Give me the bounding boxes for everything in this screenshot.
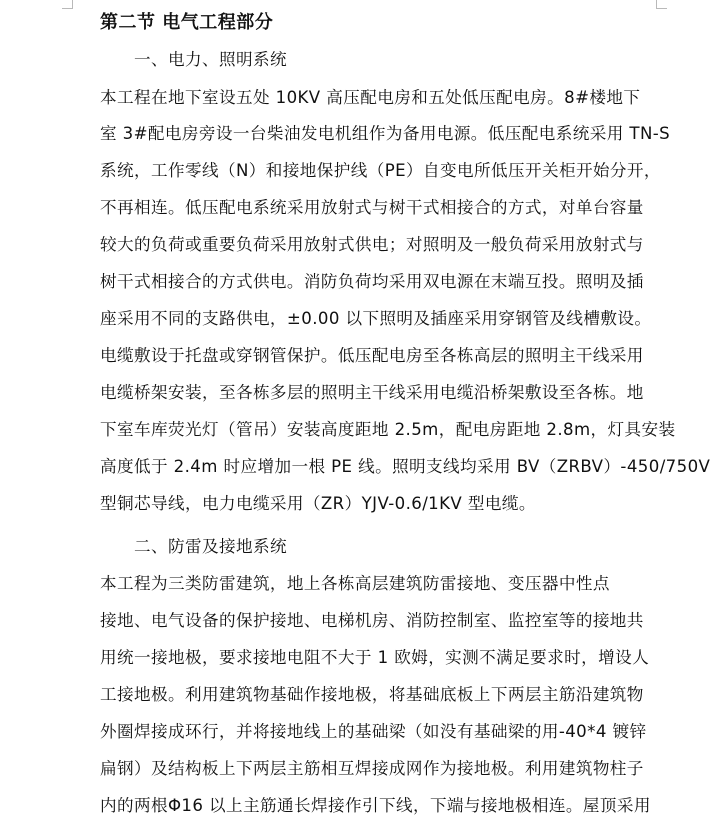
paragraph-line: 外圈焊接成环行，并将接地线上的基础梁（如没有基础梁的用-40*4 镀锌 — [100, 722, 647, 741]
paragraph-line: 用统一接地极，要求接地电阻不大于 1 欧姆，实测不满足要求时，增设人 — [100, 648, 650, 667]
section-title: 第二节 电气工程部分 — [100, 12, 274, 33]
paragraph-line: 系统，工作零线（N）和接地保护线（PE）自变电所低压开关柜开始分开， — [100, 161, 661, 180]
paragraph-line: 电缆桥架安装，至各栋多层的照明主干线采用电缆沿桥架敷设至各栋。地 — [100, 383, 644, 402]
paragraph-line: 不再相连。低压配电系统采用放射式与树干式相接合的方式，对单台容量 — [100, 198, 644, 217]
subsection-heading-power-lighting: 一、电力、照明系统 — [134, 50, 287, 69]
paragraph-line: 高度低于 2.4m 时应增加一根 PE 线。照明支线均采用 BV（ZRBV）-450/750V — [100, 457, 711, 476]
paragraph-line: 工接地极。利用建筑物基础作接地极，将基础底板上下两层主筋沿建筑物 — [100, 685, 644, 704]
page-corner-mark — [62, 0, 73, 9]
paragraph-line: 本工程在地下室设五处 10KV 高压配电房和五处低压配电房。8#楼地下 — [100, 88, 641, 107]
paragraph-line: 下室车库荧光灯（管吊）安装高度距地 2.5m，配电房距地 2.8m，灯具安装 — [100, 420, 676, 439]
page-corner-mark — [656, 0, 667, 9]
paragraph-line: 内的两根Φ16 以上主筋通长焊接作引下线，下端与接地极相连。屋顶采用 — [100, 796, 651, 815]
paragraph-line: 电缆敷设于托盘或穿钢管保护。低压配电房至各栋高层的照明主干线采用 — [100, 346, 644, 365]
subsection-heading-lightning-grounding: 二、防雷及接地系统 — [134, 537, 287, 556]
paragraph-line: 座采用不同的支路供电，±0.00 以下照明及插座采用穿钢管及线槽敷设。 — [100, 309, 652, 328]
paragraph-line: 型铜芯导线，电力电缆采用（ZR）YJV-0.6/1KV 型电缆。 — [100, 494, 536, 513]
paragraph-line: 本工程为三类防雷建筑，地上各栋高层建筑防雷接地、变压器中性点 — [100, 574, 610, 593]
paragraph-line: 扁钢）及结构板上下两层主筋相互焊接成网作为接地极。利用建筑物柱子 — [100, 759, 644, 778]
paragraph-line: 室 3#配电房旁设一台柴油发电机组作为备用电源。低压配电系统采用 TN-S — [100, 124, 671, 143]
paragraph-line: 树干式相接合的方式供电。消防负荷均采用双电源在末端互投。照明及插 — [100, 272, 644, 291]
paragraph-line: 较大的负荷或重要负荷采用放射式供电；对照明及一般负荷采用放射式与 — [100, 235, 644, 254]
paragraph-line: 接地、电气设备的保护接地、电梯机房、消防控制室、监控室等的接地共 — [100, 611, 644, 630]
